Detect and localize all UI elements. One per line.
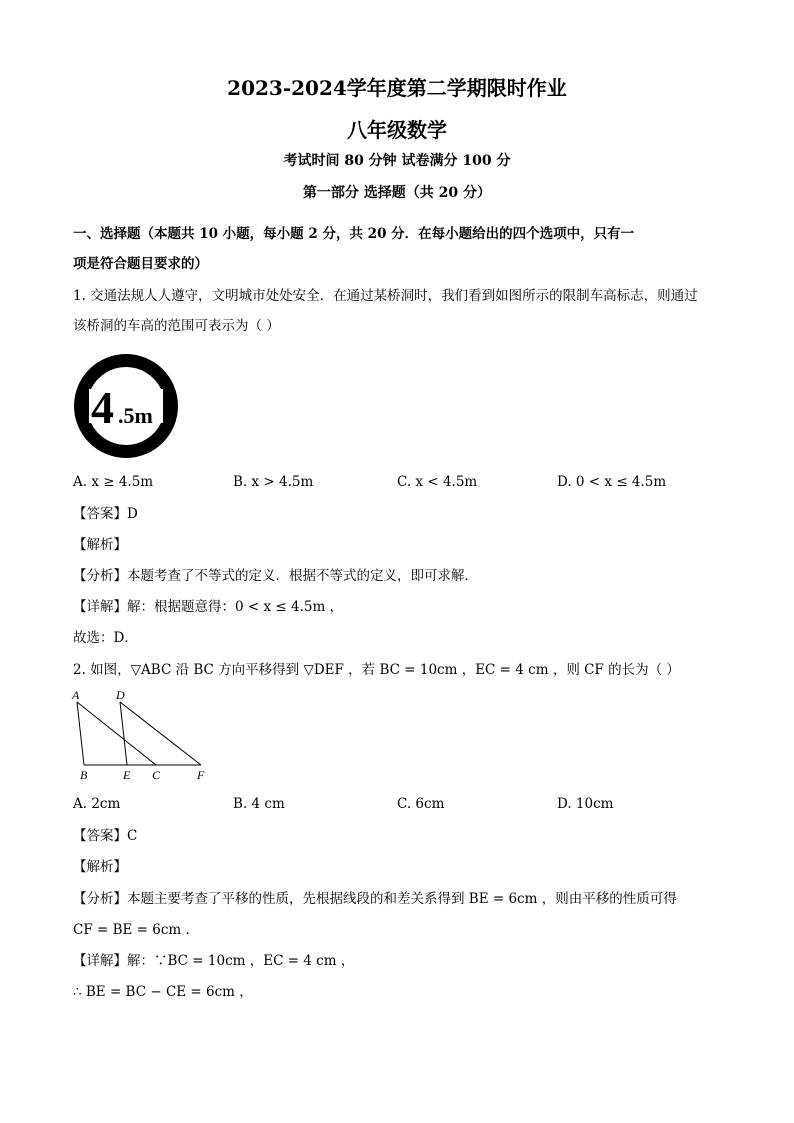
- q2-option-c: C. 6cm: [397, 796, 445, 812]
- answer-tag: 【答案】: [73, 506, 127, 522]
- answer-value: C: [127, 828, 138, 844]
- q1-answer-row: [73, 504, 138, 524]
- q2-detail-row: [73, 951, 354, 971]
- segment-ab: [77, 702, 84, 765]
- q2-jiexi-tag: 【解析】: [73, 859, 127, 875]
- analysis-tag: 【分析】: [73, 568, 127, 584]
- q1-analysis-row: [73, 566, 478, 586]
- q1-detail-row: [73, 597, 343, 617]
- exam-info: 考试时间 80 分钟 试卷满分 100 分: [283, 153, 511, 169]
- label-d: D: [116, 688, 125, 702]
- translation-figure: [68, 688, 218, 782]
- q1-option-d: D. 0 < x ≤ 4.5m: [557, 474, 667, 490]
- segment-df: [120, 702, 201, 765]
- section-heading-line1: 一、选择题（本题共 10 小题，每小题 2 分，共 20 分．在每小题给出的四个选项中，只有一: [73, 226, 635, 242]
- label-e: E: [123, 768, 131, 782]
- q2-detail-line2: ∴ BE = BC − CE = 6cm ，: [73, 984, 253, 1000]
- analysis-tag: 【分析】: [73, 891, 127, 907]
- detail-tag: 【详解】: [73, 599, 127, 615]
- q1-stem-line2: 该桥洞的车高的范围可表示为（ ）: [73, 318, 280, 334]
- detail-tag: 【详解】: [73, 953, 127, 969]
- part-title: 第一部分 选择题（共 20 分）: [302, 185, 492, 201]
- q1-jiexi-tag: 【解析】: [73, 537, 127, 553]
- q2-stem: 2. 如图，▽ABC 沿 BC 方向平移得到 ▽DEF ，若 BC = 10cm ，EC = 4 cm ，则 CF 的长为（ ）: [73, 662, 680, 678]
- segment-de: [120, 702, 127, 765]
- segment-ac: [77, 702, 156, 765]
- q2-option-b: B. 4 cm: [233, 796, 285, 812]
- q2-answer-row: [73, 826, 137, 846]
- sign-number-large: 4: [91, 382, 114, 433]
- detail-text: 解：根据题意得：0 < x ≤ 4.5m ，: [127, 599, 344, 615]
- analysis-text: 本题主要考查了平移的性质，先根据线段的和差关系得到 BE = 6cm ，则由平移的性质可得: [127, 891, 677, 907]
- q2-option-d: D. 10cm: [557, 796, 614, 812]
- analysis-text: 本题考查了不等式的定义．根据不等式的定义，即可求解．: [127, 568, 478, 584]
- q1-stem-line1: 1. 交通法规人人遵守，文明城市处处安全．在通过某桥洞时，我们看到如图所示的限制车高标志，则通过: [73, 288, 698, 304]
- q2-option-a: A. 2cm: [73, 796, 121, 812]
- label-f: F: [197, 768, 205, 782]
- q2-analysis-row: [73, 889, 677, 909]
- height-limit-sign: [73, 353, 179, 459]
- answer-tag: 【答案】: [73, 828, 127, 844]
- sign-number-small: .5m: [118, 403, 153, 428]
- section-heading-line2: 项是符合题目要求的）: [73, 256, 208, 272]
- q1-option-a: A. x ≥ 4.5m: [73, 474, 154, 490]
- label-c: C: [152, 768, 161, 782]
- q1-conclusion: 故选：D．: [73, 630, 138, 646]
- answer-value: D: [127, 506, 138, 522]
- q2-analysis-line2: CF = BE = 6cm ．: [73, 922, 200, 938]
- exam-title: 2023-2024学年度第二学期限时作业: [227, 76, 567, 100]
- label-a: A: [72, 688, 80, 702]
- label-b: B: [80, 768, 88, 782]
- q1-option-b: B. x > 4.5m: [233, 474, 314, 490]
- exam-subject: 八年级数学: [347, 118, 447, 142]
- q1-option-c: C. x < 4.5m: [397, 474, 478, 490]
- detail-text: 解：∵BC = 10cm ，EC = 4 cm ，: [127, 953, 355, 969]
